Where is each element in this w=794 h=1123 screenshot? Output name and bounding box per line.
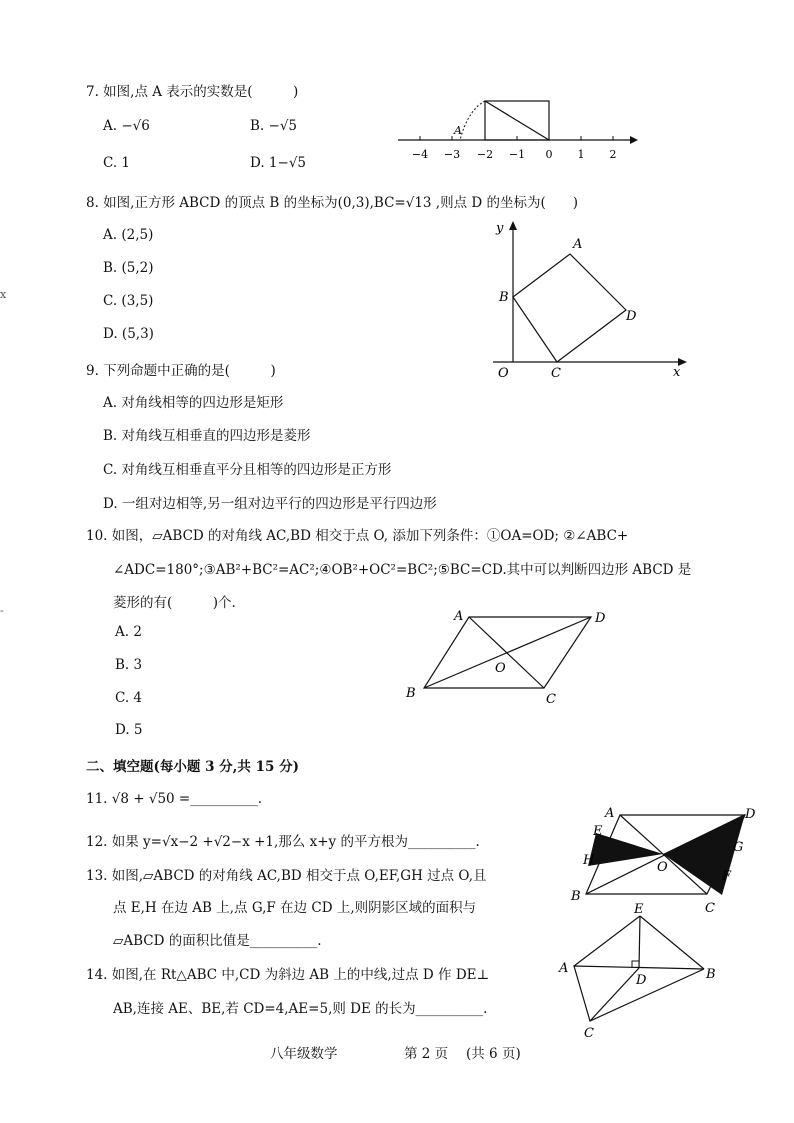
question-10-option-a: A. 2 [115,624,142,640]
label-b: B [406,686,416,701]
label-e: E [593,824,603,839]
label-g: G [733,840,744,855]
tick-label: −3 [443,148,461,161]
label-d: D [626,309,637,324]
label-c: C [584,1026,594,1041]
label-a: A [454,609,464,624]
question-10-option-b: B. 3 [115,657,143,673]
label-a: A [573,237,583,252]
question-10-option-d: D. 5 [115,722,143,738]
tick-label: 0 [545,148,553,161]
question-9-option-b: B. 对角线互相垂直的四边形是菱形 [103,428,311,444]
label-b: B [706,967,716,982]
segment-de [639,916,640,968]
segment-be [640,916,704,969]
label-d: D [745,807,756,822]
label-x: x [673,365,681,380]
label-h: H [583,853,595,868]
question-8-stem: 8. 如图,正方形 ABCD 的顶点 B 的坐标为(0,3),BC=√13 ,则点 D 的坐标为( ) [86,195,579,211]
label-c: C [705,901,715,916]
question-10-line-3: 菱形的有( )个. [113,595,236,611]
question-8-option-d: D. (5,3) [103,326,154,342]
question-9-option-d: D. 一组对边相等,另一组对边平行的四边形是平行四边形 [103,496,437,512]
footer-page-number: 第 2 页 [404,1046,449,1062]
section-2-title: 二、填空题(每小题 3 分,共 15 分) [86,759,299,775]
segment-cd [590,968,639,1021]
question-8-option-c: C. (3,5) [103,293,154,309]
label-c: C [546,692,556,707]
label-e: E [634,902,644,917]
question-13-line-1: 13. 如图,▱ABCD 的对角线 AC,BD 相交于点 O,EF,GH 过点 O,且 [86,868,487,884]
label-b: B [499,290,509,305]
tick-label: −4 [411,148,429,161]
question-7-option-b: B. −√5 [250,118,298,134]
question-7-option-d: D. 1−√5 [250,155,307,171]
label-a: A [559,961,569,976]
label-d: D [595,611,606,626]
question-13-line-3: ▱ABCD 的面积比值是__________. [113,933,322,949]
margin-mark: x [0,288,7,301]
label-f: F [722,869,732,884]
question-8-option-a: A. (2,5) [103,227,154,243]
question-12-stem: 12. 如果 y=√x−2 +√2−x +1,那么 x+y 的平方根为__________. [86,834,480,850]
tick-label: −2 [476,148,494,161]
question-14-line-2: AB,连接 AE、BE,若 CD=4,AE=5,则 DE 的长为__________. [113,1001,488,1017]
label-o: O [495,661,506,676]
question-9-option-a: A. 对角线相等的四边形是矩形 [103,395,284,411]
tick-label: 2 [609,148,617,161]
question-11-stem: 11. √8 + √50 =__________. [86,791,263,807]
question-10-option-c: C. 4 [115,690,143,706]
label-a: A [605,806,615,821]
margin-mark: - [0,604,4,617]
question-7-option-c: C. 1 [103,155,131,171]
question-9-option-c: C. 对角线互相垂直平分且相等的四边形是正方形 [103,462,392,478]
question-7-option-a: A. −√6 [103,118,150,134]
question-14-line-1: 14. 如图,在 Rt△ABC 中,CD 为斜边 AB 上的中线,过点 D 作 DE⊥ [86,967,490,983]
point-label-a: A [454,124,462,137]
question-10-line-1: 10. 如图，▱ABCD 的对角线 AC,BD 相交于点 O, 添加下列条件：①OA=OD; ②∠ABC+ [86,528,629,544]
label-b: B [571,889,581,904]
label-y: y [496,221,504,236]
tick-label: 1 [577,148,585,161]
segment-ae [574,916,640,966]
label-c: C [551,366,561,381]
question-9-stem: 9. 下列命题中正确的是( ) [86,363,276,379]
label-o: O [498,366,509,381]
question-10-line-2: ∠ADC=180°;③AB²+BC²=AC²;④OB²+OC²=BC²;⑤BC=CD.其中可以判断四边形 ABCD 是 [113,562,692,578]
label-o: O [657,860,668,875]
footer-total-pages: (共 6 页) [466,1046,521,1062]
question-7-stem: 7. 如图,点 A 表示的实数是( ) [86,84,299,100]
footer-subject: 八年级数学 [270,1046,338,1062]
question-8-option-b: B. (5,2) [103,260,154,276]
question-13-line-2: 点 E,H 在边 AB 上,点 G,F 在边 CD 上,则阴影区域的面积与 [113,900,477,916]
tick-label: −1 [508,148,526,161]
label-d: D [636,973,647,988]
